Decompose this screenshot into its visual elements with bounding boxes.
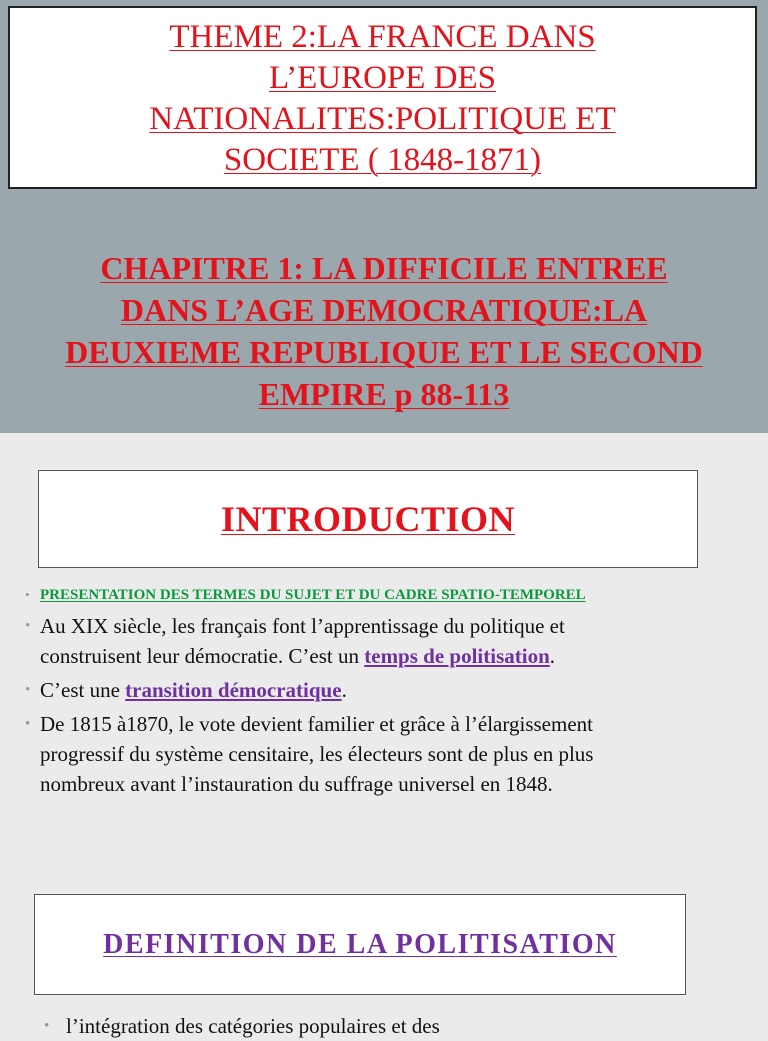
chapter-title-line: DANS L’AGE DEMOCRATIQUE:LA xyxy=(120,292,648,328)
theme-title-box xyxy=(8,6,757,189)
definition-title-box xyxy=(34,894,686,995)
bullet-dot-icon: • xyxy=(25,716,31,732)
bullet-text: l’intégration des catégories populaires et des xyxy=(66,1014,440,1038)
bullet-text: progressif du système censitaire, les électeurs sont de plus en plus xyxy=(40,742,594,766)
chapter-title xyxy=(20,247,748,415)
bullet-text: Au XIX siècle, les français font l’apprentissage du politique et xyxy=(40,614,565,638)
bullet-text: . xyxy=(341,678,347,702)
bullet-text: construisent leur démocratie. C’est un xyxy=(40,644,365,668)
theme-title xyxy=(149,15,616,181)
transition-democratique-link[interactable]: transition démocratique xyxy=(125,678,342,702)
introduction-slide xyxy=(0,433,768,1038)
bullet-dot-icon: • xyxy=(44,1018,50,1034)
chapter-title-line: DEUXIEME REPUBLIQUE ET LE SECOND xyxy=(65,334,703,370)
bullet-vote xyxy=(22,709,752,799)
introduction-title: INTRODUCTION xyxy=(220,499,516,539)
bullet-transition xyxy=(22,675,752,705)
chapter-title-line: EMPIRE p 88-113 xyxy=(258,376,510,412)
bullet-subheading xyxy=(22,585,752,605)
definition-title[interactable]: DEFINITION DE LA POLITISATION xyxy=(103,928,617,960)
theme-title-line: NATIONALITES:POLITIQUE ET xyxy=(149,100,616,137)
bullet-integration xyxy=(40,1011,440,1041)
bullet-text: De 1815 à1870, le vote devient familier et grâce à l’élargissement xyxy=(40,712,593,736)
introduction-title-box xyxy=(38,470,698,568)
theme-title-line: L’EUROPE DES xyxy=(268,59,497,96)
bullet-list xyxy=(22,585,752,803)
chapter-title-line: CHAPITRE 1: LA DIFFICILE ENTREE xyxy=(100,250,668,286)
bullet-dot-icon: • xyxy=(25,587,30,602)
theme-title-line: THEME 2:LA FRANCE DANS xyxy=(169,18,596,55)
bullet-text: C’est une xyxy=(40,678,126,702)
bullet-dot-icon: • xyxy=(25,618,31,634)
title-slide xyxy=(0,0,768,433)
subheading-link[interactable]: PRESENTATION DES TERMES DU SUJET ET DU CADRE SPATIO-TEMPOREL xyxy=(40,587,586,603)
bullet-dot-icon: • xyxy=(25,682,31,698)
theme-title-line: SOCIETE ( 1848-1871) xyxy=(223,141,542,178)
bullet-politisation xyxy=(22,611,752,671)
temps-de-politisation-link[interactable]: temps de politisation xyxy=(364,644,550,668)
bullet-text: . xyxy=(549,644,556,668)
bullet-text: nombreux avant l’instauration du suffrage universel en 1848. xyxy=(40,772,553,796)
